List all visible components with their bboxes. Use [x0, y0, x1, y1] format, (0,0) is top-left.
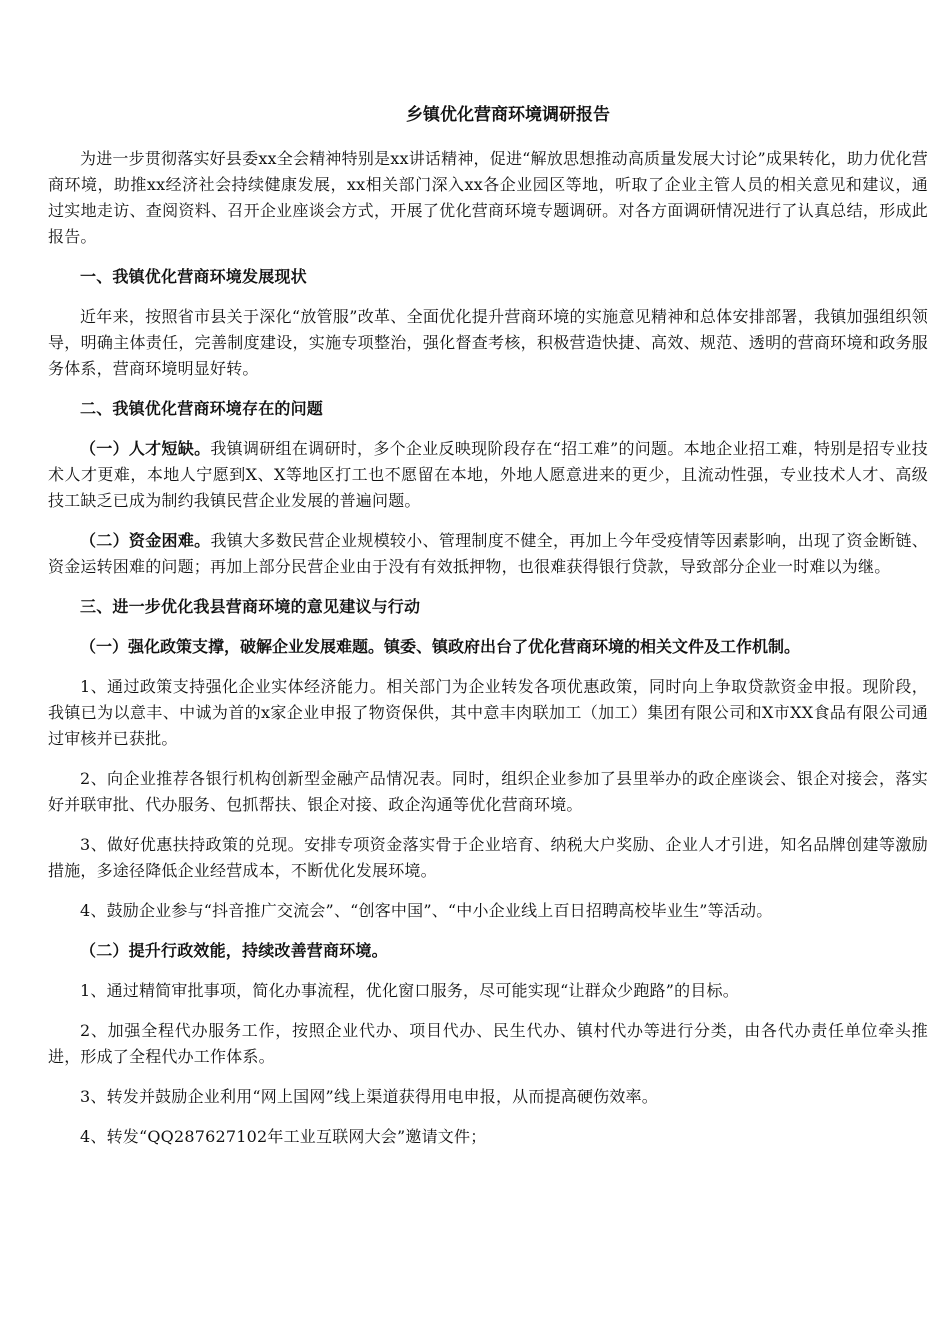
section-3-heading: 三、进一步优化我县营商环境的意见建议与行动: [80, 597, 421, 616]
section-2-heading: 二、我镇优化营商环境存在的问题: [80, 399, 324, 418]
section-2-item-1: [48, 436, 928, 514]
intro-paragraph: 为进一步贯彻落实好县委xx全会精神特别是xx讲话精神，促进“解放思想推动高质量发展大讨论”成果转化，助力优化营商环境，助推xx经济社会持续健康发展，xx相关部门深入xx各企业园区等地，听取了企业主管人员的相关意见和建议，通过实地走访、查阅资料、召开企业座谈会方式，开展了优化营商环境专题调研。对各方面调研情况进行了认真总结，形成此报告。: [48, 149, 928, 246]
section-3-sub-1-item-1: 1、通过政策支持强化企业实体经济能力。相关部门为企业转发各项优惠政策，同时向上争取贷款资金申报。现阶段，我镇已为以意丰、中诚为首的x家企业申报了物资保供，其中意丰肉联加工（加工）集团有限公司和X市XX食品有限公司通过审核并已获批。: [48, 677, 928, 748]
section-1-body: 近年来，按照省市县关于深化“放管服”改革、全面优化提升营商环境的实施意见精神和总体安排部署，我镇加强组织领导，明确主体责任，完善制度建设，实施专项整治，强化督查考核，积极营造快捷、高效、规范、透明的营商环境和政务服务体系，营商环境明显好转。: [48, 307, 928, 378]
section-2-item-2-body: 我镇大多数民营企业规模较小、管理制度不健全，再加上今年受疫情等因素影响，出现了资金断链、资金运转困难的问题；再加上部分民营企业由于没有有效抵押物，也很难获得银行贷款，导致部分企业一时难以为继。: [48, 531, 928, 576]
section-2-item-2-lead: （二）资金困难。: [80, 531, 211, 550]
section-2-item-1-lead: （一）人才短缺。: [80, 439, 211, 458]
section-3-sub-1-item-4: 4、鼓励企业参与“抖音推广交流会”、“创客中国”、“中小企业线上百日招聘高校毕业生”等活动。: [80, 901, 773, 920]
section-1-heading: 一、我镇优化营商环境发展现状: [80, 267, 307, 286]
section-3-sub-1: （一）强化政策支撑，破解企业发展难题。镇委、镇政府出台了优化营商环境的相关文件及工作机制。: [80, 637, 801, 656]
section-3-sub-2-item-3: 3、转发并鼓励企业利用“网上国网”线上渠道获得用电申报，从而提高硬伤效率。: [80, 1087, 658, 1106]
section-2-item-1-body: 我镇调研组在调研时，多个企业反映现阶段存在“招工难”的问题。本地企业招工难，特别是招专业技术人才更难，本地人宁愿到X、X等地区打工也不愿留在本地，外地人愿意进来的更少，且流动性强，专业技术人才、高级技工缺乏已成为制约我镇民营企业发展的普遍问题。: [48, 439, 928, 510]
section-3-sub-2-item-2: 2、加强全程代办服务工作，按照企业代办、项目代办、民生代办、镇村代办等进行分类，由各代办责任单位牵头推进，形成了全程代办工作体系。: [48, 1021, 928, 1066]
document-title: 乡镇优化营商环境调研报告: [406, 105, 610, 125]
section-3-sub-2: （二）提升行政效能，持续改善营商环境。: [80, 941, 388, 960]
section-3-sub-1-item-3: 3、做好优惠扶持政策的兑现。安排专项资金落实骨于企业培育、纳税大户奖励、企业人才引进，知名品牌创建等激励措施，多途径降低企业经营成本，不断优化发展环境。: [48, 835, 928, 880]
section-3-sub-2-item-1: 1、通过精简审批事项，简化办事流程，优化窗口服务，尽可能实现“让群众少跑路”的目标。: [80, 981, 739, 1000]
document-page: [48, 104, 928, 1150]
section-3-sub-2-item-4: 4、转发“QQ287627102年工业互联网大会”邀请文件；: [80, 1127, 487, 1146]
section-3-sub-1-item-2: 2、向企业推荐各银行机构创新型金融产品情况表。同时，组织企业参加了县里举办的政企座谈会、银企对接会，落实好并联审批、代办服务、包抓帮扶、银企对接、政企沟通等优化营商环境。: [48, 769, 928, 814]
section-2-item-2: [48, 528, 928, 580]
